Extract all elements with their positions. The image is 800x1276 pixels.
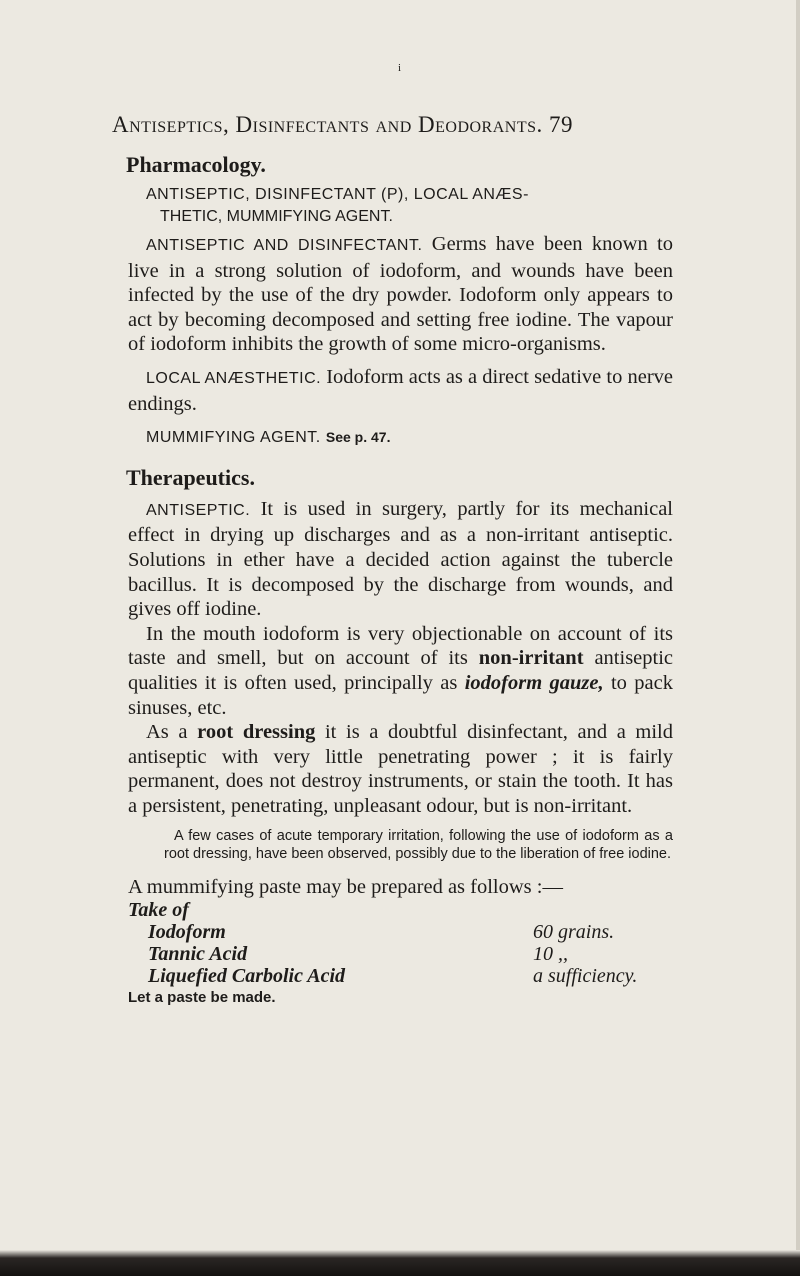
antiseptic-text: Germs have been known to live in a strong solution of iodoform, and wounds have been infected by the use of the dry powder. Iodoform only appears to act by becoming decomposed and setting free iodine. The vapour of iodoform inhibits the growth of some micro-organisms. [128,233,673,356]
therapeutics-antiseptic-label: ANTISEPTIC. [146,501,251,519]
ingredient-name: Tannic Acid [148,943,248,966]
running-head: Antiseptics, Disinfectants and Deodorants. 79 [112,112,574,137]
pharmacology-heading: Pharmacology. [126,152,266,177]
therapeutics-paragraph-2 [128,622,673,720]
ingredient-qty: 10 ,, [533,943,568,966]
para-2-part-c: to pack sinuses, etc. [128,671,673,719]
anaesthetic-label: LOCAL ANÆSTHETIC. [146,369,322,387]
page-edge [796,0,800,1276]
subhead-line-2: THETIC, MUMMIFYING AGENT. [160,208,393,225]
anaesthetic-paragraph [128,365,673,416]
therapeutics-para-1-text: It is used in surgery, partly for its mechanical effect in drying up discharges and as a non-irritant antiseptic. Solutions in ether have a decided action against the tubercle bacillus. It is decomposed by the discharge from wounds, and gives off iodine. [128,497,673,621]
ingredient-row [128,943,673,965]
mummifying-ref: See p. 47. [325,429,391,446]
root-dressing-term: root dressing [197,721,316,744]
prescription-intro: A mummifying paste may be prepared as follows :— [128,876,563,899]
anaesthetic-text: Iodoform acts as a direct sedative to nerve endings. [128,365,674,415]
prescription-close: Let a paste be made. [128,989,276,1007]
pharmacology-subhead [146,184,673,228]
ingredient-qty: a sufficiency. [533,965,638,988]
scan-bottom-edge [0,1250,800,1276]
prescription-take: Take of [128,899,189,922]
prescription [128,875,673,1006]
iodoform-gauze-term: iodoform gauze, [464,671,604,694]
top-mark: i [398,62,402,74]
ingredient-qty: 60 grains. [533,921,615,944]
antiseptic-paragraph [128,232,673,357]
para-3-part-a: As a [146,721,188,744]
page-content [128,152,673,1006]
mummifying-label: MUMMIFYING AGENT. [146,429,321,447]
ingredient-row [128,921,673,943]
small-print-note: A few cases of acute temporary irritation, following the use of iodoform as a root dressing, have been observed, possibly due to the liberation of free iodine. [164,828,673,862]
non-irritant-term: non-irritant [478,647,584,670]
para-2-part-b: antiseptic qualities it is often used, principally as [128,647,674,694]
para-3-part-b: it is a doubtful disinfectant, and a mild antiseptic with very little penetrating power ; it is fairly permanent, does not destroy instruments, or stain the tooth. It has a persistent, penetrating, unpleasant odour, but is non-irritant. [128,721,674,817]
antiseptic-label: ANTISEPTIC AND DISINFECTANT. [146,237,423,254]
ingredient-row [128,965,673,987]
therapeutics-paragraph-1 [128,497,673,622]
therapeutics-paragraph-3 [128,720,673,818]
ingredient-name: Iodoform [148,921,226,944]
subhead-line-1: ANTISEPTIC, DISINFECTANT (P), LOCAL ANÆS- [146,186,529,203]
mummifying-paragraph [128,424,673,451]
therapeutics-heading: Therapeutics. [126,464,255,490]
para-2-part-a: In the mouth iodoform is very objectionable on account of its taste and smell, but on account of its [128,622,673,670]
ingredient-name: Liquefied Carbolic Acid [148,965,346,988]
